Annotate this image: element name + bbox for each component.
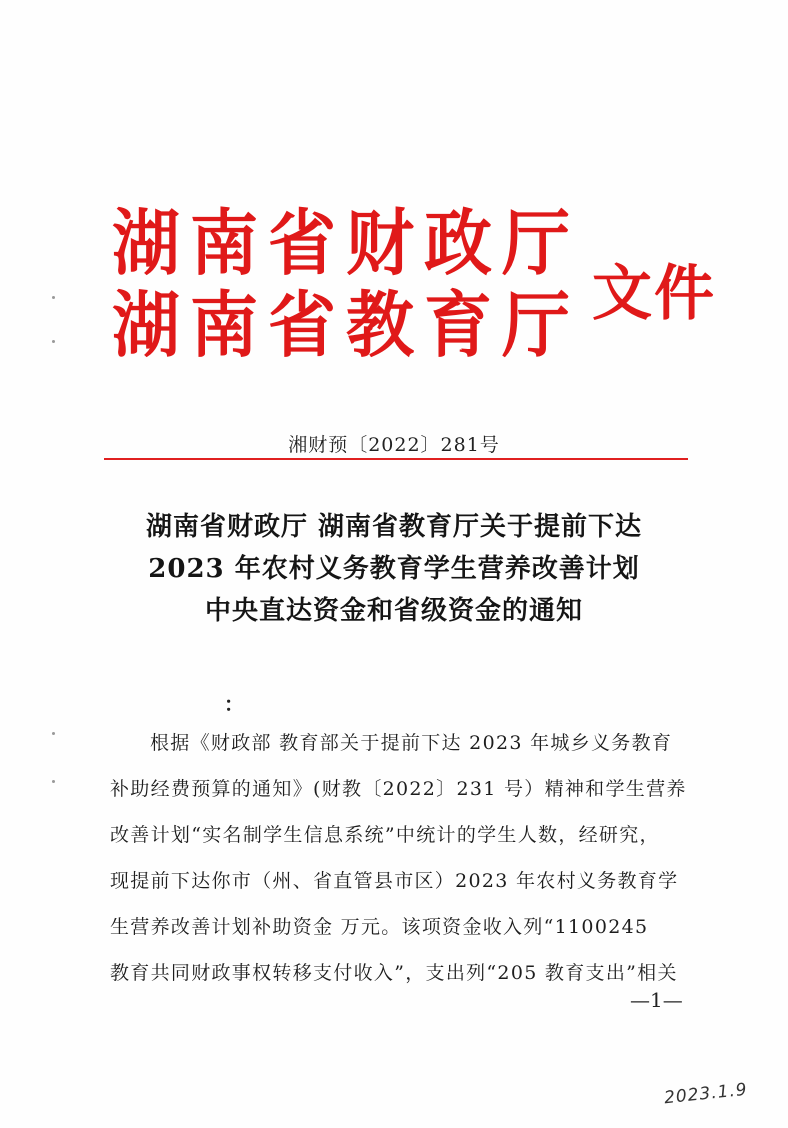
page-number: —1— [630,988,683,1012]
body-line: 生营养改善计划补助资金 万元。该项资金收入列“1100245 [110,916,649,938]
masthead-line-finance: 湖南省财政厅 [112,202,581,286]
document-title [0,506,788,632]
scan-speck [52,732,55,735]
scan-speck [52,296,55,299]
masthead-line-education: 湖南省教育厅 [112,284,581,368]
salutation: ： [224,692,244,716]
scan-speck [52,340,55,343]
title-line-3: 中央直达资金和省级资金的通知 [204,596,583,626]
scan-speck [52,780,55,783]
document-number: 湘财预〔2022〕281号 [288,434,500,456]
handwritten-date: 2023.1.9 [663,1079,749,1109]
red-masthead [112,202,716,378]
body-line: 现提前下达你市（州、省直管县市区）2023 年农村义务教育学 [110,870,679,892]
title-line-2: 2023 年农村义务教育学生营养改善计划 [148,554,640,584]
masthead-suffix: 文件 [592,259,716,329]
red-separator-line [104,458,688,460]
body-line: 根据《财政部 教育部关于提前下达 2023 年城乡义务教育 [150,732,673,754]
body-line: 改善计划“实名制学生信息系统”中统计的学生人数，经研究， [110,824,660,846]
title-line-1: 湖南省财政厅 湖南省教育厅关于提前下达 [145,512,643,542]
body-line: 补助经费预算的通知》(财教〔2022〕231 号）精神和学生营养 [110,778,687,800]
body-line: 教育共同财政事权转移支付收入”，支出列“205 教育支出”相关 [110,962,678,984]
